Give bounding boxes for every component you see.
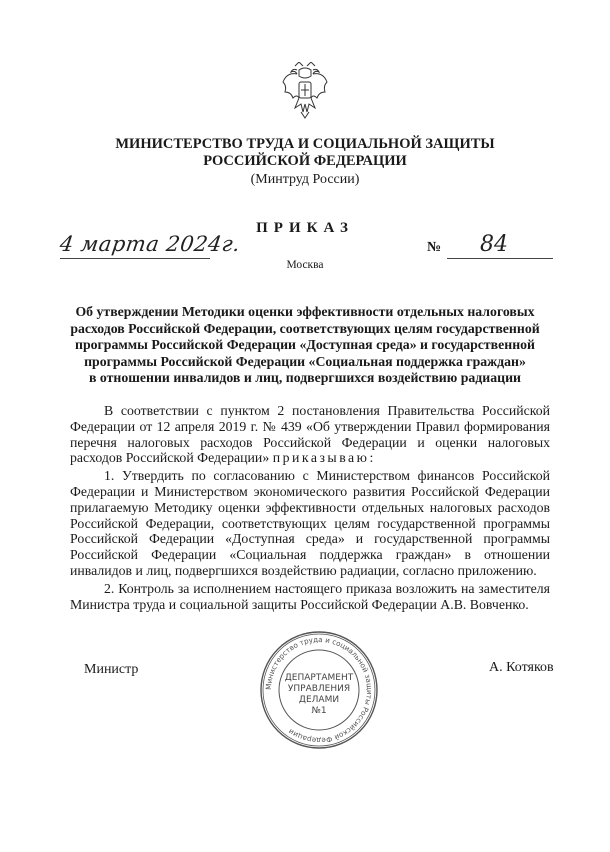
department-stamp-seal [257, 628, 381, 752]
ministry-name-line2: РОССИЙСКОЙ ФЕДЕРАЦИИ [203, 153, 407, 169]
order-subject [60, 304, 550, 387]
stamp-line2: УПРАВЛЕНИЯ [287, 684, 351, 694]
ministry-short-name: (Минтруд России) [250, 172, 360, 187]
subject-line5: в отношении инвалидов и лиц, подвергшихся воздействию радиации [89, 370, 521, 386]
order-body [70, 403, 550, 614]
signer-title: Министр [84, 662, 139, 677]
stamp-line4: №1 [311, 706, 327, 716]
ministry-name-line1: МИНИСТЕРСТВО ТРУДА И СОЦИАЛЬНОЙ ЗАЩИТЫ [115, 136, 495, 152]
stamp-line3: ДЕЛАМИ [298, 695, 340, 705]
order-word: приказываю: [272, 450, 376, 466]
ministry-name [0, 136, 610, 170]
subject-line4: программы Российской Федерации «Социальная поддержка граждан» [84, 353, 526, 369]
stamp-line1: ДЕПАРТАМЕНТ [284, 673, 354, 683]
subject-line1: Об утверждении Методики оценки эффективности отдельных налоговых [75, 304, 535, 319]
preamble-paragraph [70, 403, 550, 466]
subject-line3: программы Российской Федерации «Доступная среда» и государственной [75, 337, 535, 353]
order-number-handwritten: 84 [480, 232, 508, 257]
double-headed-eagle-emblem-icon [281, 62, 329, 120]
order-date-handwritten: 4 марта 2024г. [58, 232, 242, 256]
item-1-paragraph: 1. Утвердить по согласованию с Министерством финансов Российской Федерации и Министерством экономического развития Российской Федерации прилагаемую Методику оценки эффективности отдельных налоговых расходов Российской Федерации, соответствующих целям государственной программы Российской Федерации «Доступная среда» и государственной программы Российской Федерации «Социальная поддержка граждан» в отношении инвалидов и лиц, подвергшихся воздействию радиации, согласно приложению. [70, 468, 550, 578]
signer-name: А. Котяков [489, 660, 554, 675]
stamp-ring-text: Министерство труда и социальной защиты Российской Федерации [263, 634, 375, 746]
item-2-paragraph: 2. Контроль за исполнением настоящего приказа возложить на заместителя Министра труда и социальной защиты Российской Федерации А.В. Вовченко. [70, 580, 550, 612]
order-city: Москва [286, 259, 324, 271]
preamble-text: В соответствии с пунктом 2 постановления Правительства Российской Федерации от 12 апреля 2019 г. № 439 «Об утверждении Правил формирования перечня налоговых расходов Российской Федерации и оценки налоговых расходов Российской Федерации» [70, 403, 550, 466]
subject-line2: расходов Российской Федерации, соответствующих целям государственной [70, 320, 540, 336]
order-number-sign: № [427, 240, 442, 255]
order-title: ПРИКАЗ [256, 220, 354, 236]
